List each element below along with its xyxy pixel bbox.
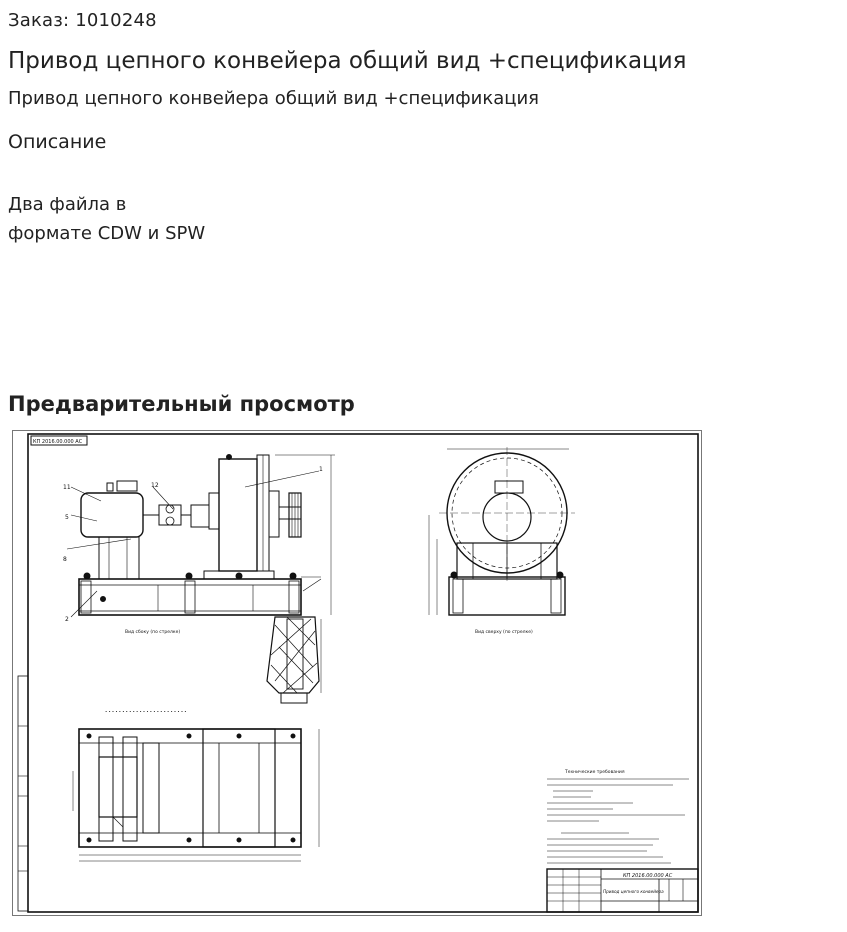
svg-text:12: 12 bbox=[151, 482, 159, 489]
svg-text:2: 2 bbox=[65, 616, 69, 623]
svg-text:• • • • • • • • • • • • • • •: • • • • • • • • • • • • • • • • • • • • • • • • bbox=[105, 709, 187, 714]
stamp-code: КП 2016.00.000 АС bbox=[623, 873, 673, 879]
stamp-title: Привод цепного конвейера bbox=[603, 889, 664, 894]
description-text-line-2: формате CDW и SPW bbox=[8, 223, 206, 244]
svg-text:1: 1 bbox=[319, 466, 323, 473]
front-view bbox=[63, 455, 335, 704]
side-view bbox=[429, 447, 575, 635]
technical-notes bbox=[547, 769, 689, 863]
view-label-a: Вид сбоку (по стрелке) bbox=[125, 630, 181, 635]
title-block bbox=[547, 869, 698, 912]
left-margin-strip bbox=[18, 676, 28, 911]
specs-heading: Технические требования bbox=[565, 770, 625, 775]
svg-text:5: 5 bbox=[65, 514, 69, 521]
svg-text:11: 11 bbox=[63, 484, 71, 491]
order-number: Заказ: 1010248 bbox=[8, 10, 157, 31]
technical-drawing bbox=[13, 431, 701, 915]
svg-text:8: 8 bbox=[63, 556, 67, 563]
view-label-b: Вид сверху (по стрелке) bbox=[475, 630, 533, 635]
sheet-border bbox=[28, 434, 698, 912]
description-label: Описание bbox=[8, 131, 107, 153]
corner-code: КП 2016.00.000 АС bbox=[33, 439, 83, 445]
drawing-preview-image[interactable] bbox=[12, 430, 702, 916]
top-view bbox=[73, 709, 319, 861]
description-text-line-1: Два файла в bbox=[8, 194, 127, 215]
product-subtitle: Привод цепного конвейера общий вид +спецификация bbox=[8, 88, 539, 109]
preview-heading: Предварительный просмотр bbox=[8, 392, 355, 416]
product-title: Привод цепного конвейера общий вид +спецификация bbox=[8, 48, 687, 74]
